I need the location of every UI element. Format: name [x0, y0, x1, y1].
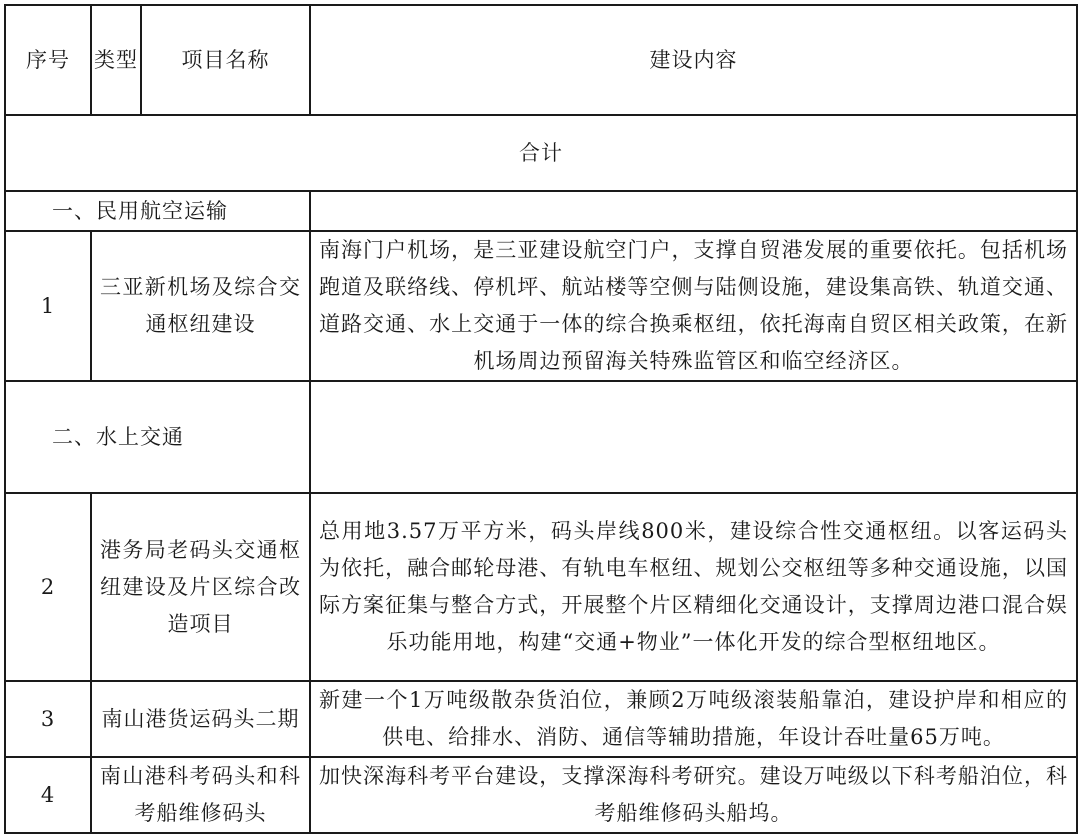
row-content: 新建一个1万吨级散杂货泊位，兼顾2万吨级滚装船靠泊，建设护岸和相应的供电、给排水、消防、通信等辅助措施，年设计吞吐量65万吨。 [310, 681, 1077, 757]
row-name: 南山港货运码头二期 [91, 681, 310, 757]
section-title: 一、民用航空运输 [5, 191, 310, 231]
header-content: 建设内容 [310, 5, 1077, 115]
section-row [5, 191, 1077, 231]
project-table [4, 4, 1078, 834]
row-content: 加快深海科考平台建设，支撑深海科考研究。建设万吨级以下科考船泊位，科考船维修码头船坞。 [310, 757, 1077, 833]
header-index: 序号 [5, 5, 91, 115]
row-content: 总用地3.57万平方米，码头岸线800米，建设综合性交通枢纽。以客运码头为依托，融合邮轮母港、有轨电车枢纽、规划公交枢纽等多种交通设施，以国际方案征集与整合方式，开展整个片区精细化交通设计，支撑周边港口混合娱乐功能用地，构建“交通+物业”一体化开发的综合型枢纽地区。 [310, 493, 1077, 681]
header-type: 类型 [91, 5, 141, 115]
row-index: 4 [5, 757, 91, 833]
row-index: 2 [5, 493, 91, 681]
total-row [5, 115, 1077, 191]
section-title: 二、水上交通 [5, 381, 310, 493]
table-row [5, 681, 1077, 757]
section-row [5, 381, 1077, 493]
row-name: 港务局老码头交通枢纽建设及片区综合改造项目 [91, 493, 310, 681]
section-content-empty [310, 191, 1077, 231]
row-name: 南山港科考码头和科考船维修码头 [91, 757, 310, 833]
row-name: 三亚新机场及综合交通枢纽建设 [91, 231, 310, 381]
header-name: 项目名称 [141, 5, 310, 115]
table-row [5, 493, 1077, 681]
total-label: 合计 [5, 115, 1077, 191]
row-content: 南海门户机场，是三亚建设航空门户，支撑自贸港发展的重要依托。包括机场跑道及联络线、停机坪、航站楼等空侧与陆侧设施，建设集高铁、轨道交通、道路交通、水上交通于一体的综合换乘枢纽，依托海南自贸区相关政策，在新机场周边预留海关特殊监管区和临空经济区。 [310, 231, 1077, 381]
table-row [5, 757, 1077, 833]
row-index: 1 [5, 231, 91, 381]
table-header-row [5, 5, 1077, 115]
table-row [5, 231, 1077, 381]
section-content-empty [310, 381, 1077, 493]
row-index: 3 [5, 681, 91, 757]
